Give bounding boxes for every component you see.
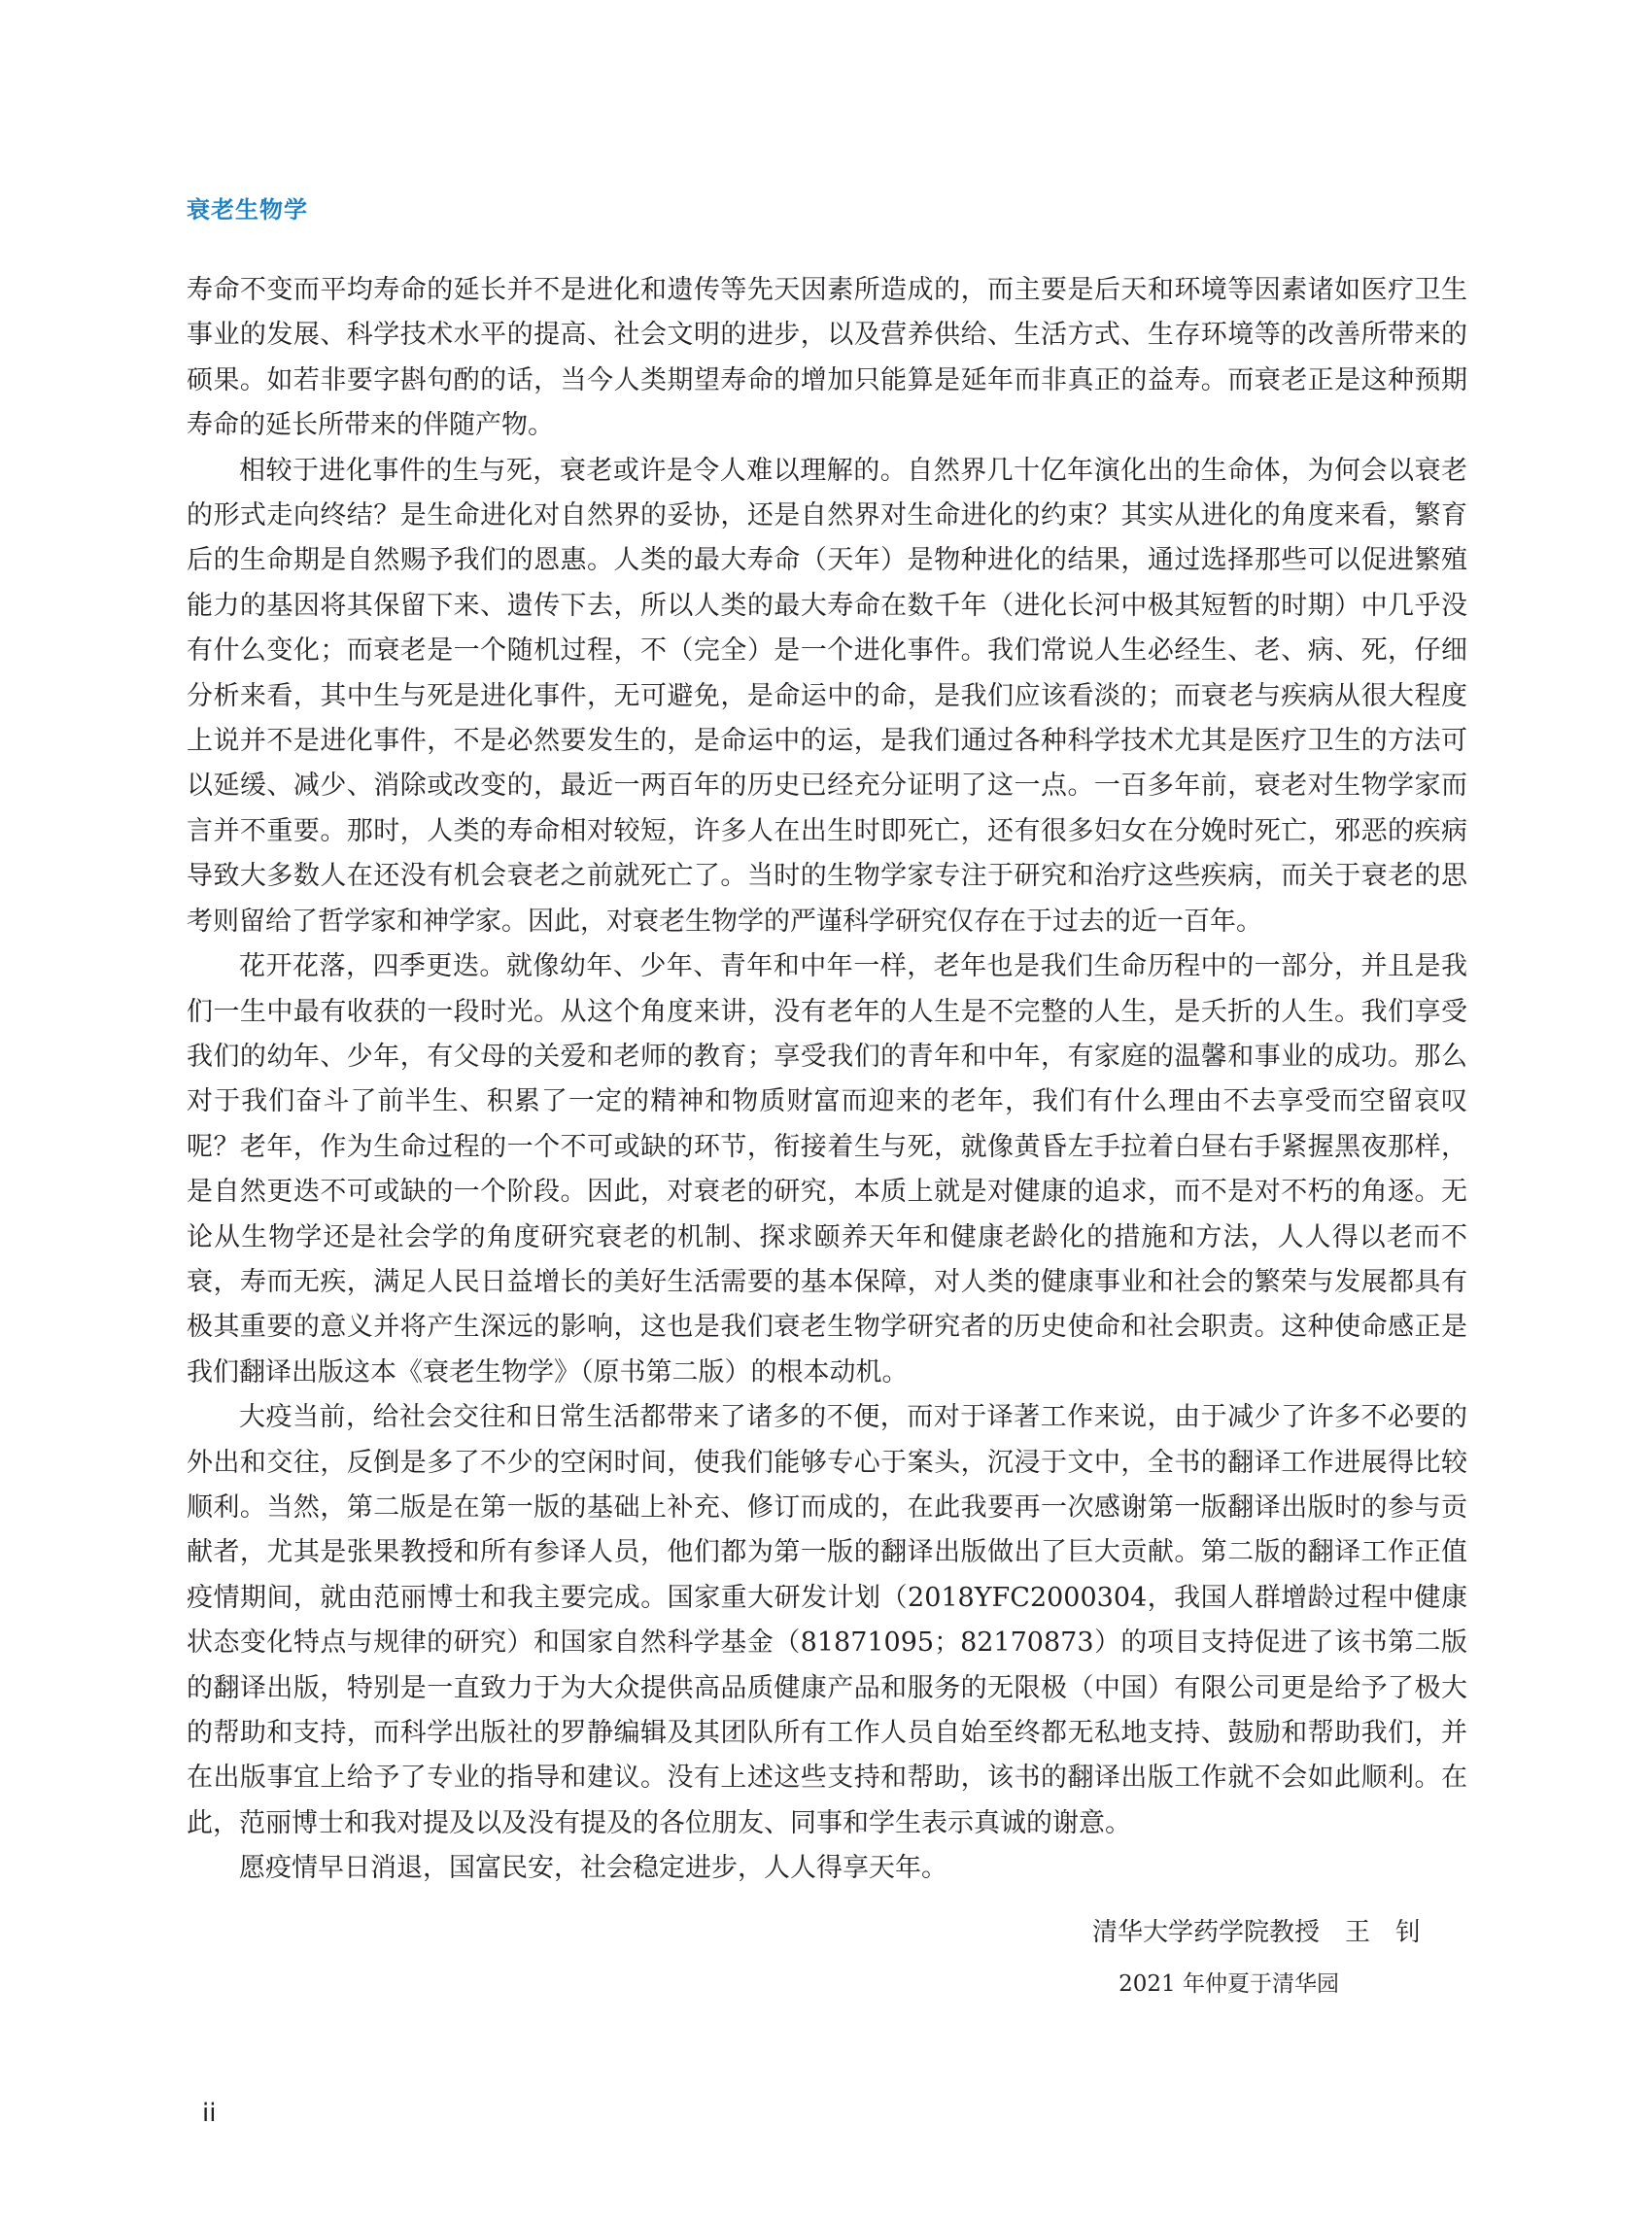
signature-date: 2021 年仲夏于清华园 bbox=[1119, 1971, 1339, 1997]
paragraph: 愿疫情早日消退，国富民安，社会稳定进步，人人得享天年。 bbox=[239, 1853, 947, 1884]
running-head: 衰老生物学 bbox=[187, 196, 308, 223]
paragraph: 相较于进化事件的生与死，衰老或许是令人难以理解的。自然界几十亿年演化出的生命体，为何会以衰老的形式走向终结？是生命进化对自然界的妥协，还是自然界对生命进化的约束？其实从进化的角度来看，繁育后的生命期是自然赐予我们的恩惠。人类的最大寿命（天年）是物种进化的结果，通过选择那些可以促进繁殖能力的基因将其保留下来、遗传下去，所以人类的最大寿命在数千年（进化长河中极其短暂的时期）中几乎没有什么变化；而衰老是一个随机过程，不（完全）是一个进化事件。我们常说人生必经生、老、病、死，仔细分析来看，其中生与死是进化事件，无可避免，是命运中的命，是我们应该看淡的；而衰老与疾病从很大程度上说并不是进化事件，不是必然要发生的，是命运中的运，是我们通过各种科学技术尤其是医疗卫生的方法可以延缓、减少、消除或改变的，最近一两百年的历史已经充分证明了这一点。一百多年前，衰老对生物学家而言并不重要。那时，人类的寿命相对较短，许多人在出生时即死亡，还有很多妇女在分娩时死亡，邪恶的疾病导致大多数人在还没有机会衰老之前就死亡了。当时的生物学家专注于研究和治疗这些疾病，而关于衰老的思考则留给了哲学家和神学家。因此，对衰老生物学的严谨科学研究仅存在于过去的近一百年。 bbox=[187, 455, 1467, 937]
preface-body bbox=[187, 268, 1467, 1892]
page-number: ii bbox=[202, 2099, 217, 2128]
paragraph: 大疫当前，给社会交往和日常生活都带来了诸多的不便，而对于译著工作来说，由于减少了许多不必要的外出和交往，反倒是多了不少的空闲时间，使我们能够专心于案头，沉浸于文中，全书的翻译工作进展得比较顺利。当然，第二版是在第一版的基础上补充、修订而成的，在此我要再一次感谢第一版翻译出版时的参与贡献者，尤其是张果教授和所有参译人员，他们都为第一版的翻译出版做出了巨大贡献。第二版的翻译工作正值疫情期间，就由范丽博士和我主要完成。国家重大研发计划（2018YFC2000304，我国人群增龄过程中健康状态变化特点与规律的研究）和国家自然科学基金（81871095；82170873）的项目支持促进了该书第二版的翻译出版，特别是一直致力于为大众提供高品质健康产品和服务的无限极（中国）有限公司更是给予了极大的帮助和支持，而科学出版社的罗静编辑及其团队所有工作人员自始至终都无私地支持、鼓励和帮助我们，并在出版事宜上给予了专业的指导和建议。没有上述这些支持和帮助，该书的翻译出版工作就不会如此顺利。在此，范丽博士和我对提及以及没有提及的各位朋友、同事和学生表示真诚的谢意。 bbox=[187, 1402, 1467, 1838]
paragraph-continued: 寿命不变而平均寿命的延长并不是进化和遗传等先天因素所造成的，而主要是后天和环境等因素诸如医疗卫生事业的发展、科学技术水平的提高、社会文明的进步，以及营养供给、生活方式、生存环境等的改善所带来的硕果。如若非要字斟句酌的话，当今人类期望寿命的增加只能算是延年而非真正的益寿。而衰老正是这种预期寿命的延长所带来的伴随产物。 bbox=[187, 275, 1467, 441]
signature-author: 清华大学药学院教授 王 钊 bbox=[1091, 1918, 1421, 1947]
paragraph: 花开花落，四季更迭。就像幼年、少年、青年和中年一样，老年也是我们生命历程中的一部分，并且是我们一生中最有收获的一段时光。从这个角度来讲，没有老年的人生是不完整的人生，是夭折的人生。我们享受我们的幼年、少年，有父母的关爱和老师的教育；享受我们的青年和中年，有家庭的温馨和事业的成功。那么对于我们奋斗了前半生、积累了一定的精神和物质财富而迎来的老年，我们有什么理由不去享受而空留哀叹呢？老年，作为生命过程的一个不可或缺的环节，衔接着生与死，就像黄昏左手拉着白昼右手紧握黑夜那样，是自然更迭不可或缺的一个阶段。因此，对衰老的研究，本质上就是对健康的追求，而不是对不朽的角逐。无论从生物学还是社会学的角度研究衰老的机制、探求颐养天年和健康老龄化的措施和方法，人人得以老而不衰，寿而无疾，满足人民日益增长的美好生活需要的基本保障，对人类的健康事业和社会的繁荣与发展都具有极其重要的意义并将产生深远的影响，这也是我们衰老生物学研究者的历史使命和社会职责。这种使命感正是我们翻译出版这本《衰老生物学》（原书第二版）的根本动机。 bbox=[187, 951, 1467, 1388]
